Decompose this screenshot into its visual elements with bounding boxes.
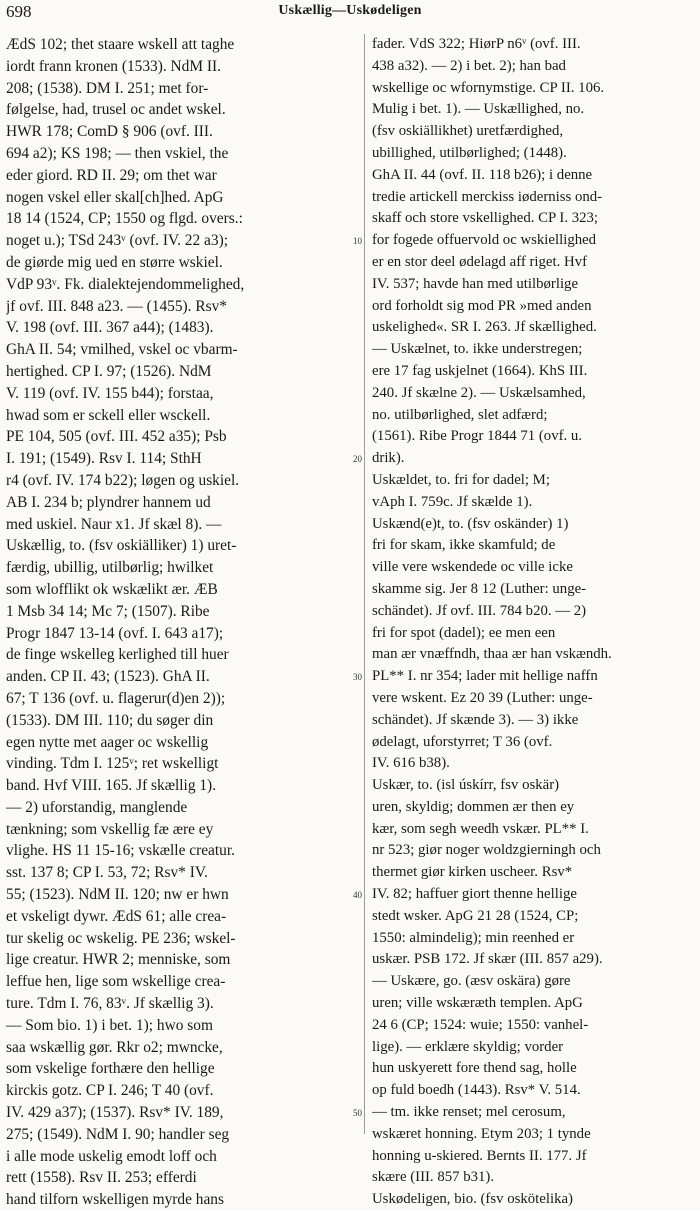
text-line: 55; (1523). NdM II. 120; nw er hwn <box>6 886 229 904</box>
text-line: schändet). Jf skænde 3). — 3) ikke <box>372 711 579 728</box>
text-line: noget u.); TSd 243ᵛ (ovf. IV. 22 a3); <box>6 232 228 250</box>
text-line: de giørde mig ued en større wskiel. <box>6 253 223 271</box>
text-line: hun uskyerett fore thend sag, holle <box>372 1060 577 1077</box>
running-head: Uskællig—Uskødeligen <box>278 3 422 18</box>
text-line: GhA II. 44 (ovf. II. 118 b26); i denne <box>372 166 593 183</box>
text-line: færdig, ubillig, utilbørlig; hwilket <box>6 559 214 577</box>
text-line: PL** I. nr 354; lader mit hellige naffn <box>372 668 598 685</box>
text-line: HWR 178; ComD § 906 (ovf. III. <box>6 123 213 141</box>
text-line: vinding. Tdm I. 125ᵛ; ret wskelligt <box>6 755 219 773</box>
text-line: kær, som segh weedh vskær. PL** I. <box>372 820 589 837</box>
text-line: (1533). DM III. 110; du søger din <box>6 711 214 729</box>
text-line: wskellige oc wfornymstige. CP II. 106. <box>372 79 605 96</box>
text-line: 240. Jf skælne 2). — Uskælsamhed, <box>372 384 586 401</box>
text-line: eder giord. RD II. 29; om thet war <box>6 166 217 184</box>
text-line: ubillighed, utilbørlighed; (1448). <box>372 144 567 161</box>
text-line: 275; (1549). NdM I. 90; handler seg <box>6 1125 230 1143</box>
text-line: nogen vskel eller skal[ch]hed. ApG <box>6 188 224 206</box>
text-line: skære (III. 857 b31). <box>372 1169 495 1186</box>
text-line: PE 104, 505 (ovf. III. 452 a35); Psb <box>6 428 227 446</box>
text-line: sst. 137 8; CP I. 53, 72; Rsv* IV. <box>6 864 208 882</box>
text-line: band. Hvf VIII. 165. Jf skællig 1). <box>6 777 217 795</box>
text-line: — 2) uforstandig, manglende <box>6 798 188 816</box>
text-line: AB I. 234 b; plyndrer hannem ud <box>6 493 211 511</box>
text-line: ord forholdt sig mod PR »med anden <box>372 297 592 314</box>
margin-line-number: 20 <box>353 454 362 465</box>
text-line: IV. 616 b38). <box>372 755 450 772</box>
margin-line-number: 40 <box>353 890 362 901</box>
text-line: vAph I. 759c. Jf skælde 1). <box>372 493 533 510</box>
text-line: no. utilbørlighed, slet adfærd; <box>372 406 548 423</box>
text-line: schändet). Jf ovf. III. 784 b20. — 2) <box>372 602 587 619</box>
text-line: 1 Msb 34 14; Mc 7; (1507). Ribe <box>6 602 210 620</box>
text-line: lige creatur. HWR 2; menniske, som <box>6 951 231 969</box>
text-line: hertighed. CP I. 97; (1526). NdM <box>6 362 212 380</box>
text-line: lige). — erklære skyldig; vorder <box>372 1038 564 1055</box>
text-line: tur skelig oc wskelig. PE 236; wskel- <box>6 929 236 947</box>
text-line: fri for spot (dadel); ee men een <box>372 624 556 641</box>
page-number: 698 <box>6 2 32 21</box>
text-line: iordt frann kronen (1533). NdM II. <box>6 57 221 75</box>
text-line: hwad som er sckell eller wsckell. <box>6 406 211 424</box>
text-line: 208; (1538). DM I. 251; met for- <box>6 79 209 97</box>
text-line: som wlofflikt ok wskælikt ær. ÆB <box>6 580 218 598</box>
text-line: vere wskent. Ez 20 39 (Luther: unge- <box>372 689 593 706</box>
text-line: IV. 429 a37); (1537). Rsv* IV. 189, <box>6 1104 224 1122</box>
text-line: kirckis gotz. CP I. 246; T 40 (ovf. <box>6 1082 214 1100</box>
text-line: hand tilforn wskelligen myrde hans <box>6 1191 224 1209</box>
text-line: skaff och store vskellighed. CP I. 323; <box>372 210 599 227</box>
text-line: Uskødeligen, bio. (fsv oskötelika) <box>372 1191 573 1208</box>
text-line: 694 a2); KS 198; — then vskiel, the <box>6 144 229 162</box>
text-line: GhA II. 54; vmilhed, vskel oc vbarm- <box>6 341 238 359</box>
text-line: et vskeligt dywr. ÆdS 61; alle crea- <box>6 907 227 925</box>
text-line: uren; ville wskæræth templen. ApG <box>372 995 583 1012</box>
text-line: (fsv oskiällikhet) uretfærdighed, <box>372 123 564 140</box>
text-line: ere 17 fag uskjelnet (1664). KhS III. <box>372 362 588 379</box>
text-line: uskær. PSB 172. Jf skær (III. 857 a29). <box>372 951 603 968</box>
left-column <box>6 34 356 1211</box>
text-line: rett (1558). Rsv II. 253; efferdi <box>6 1169 197 1187</box>
text-line: ville vere wskendede oc ville icke <box>372 559 573 576</box>
text-line: Uskænd(e)t, to. (fsv oskänder) 1) <box>372 515 569 532</box>
text-line: — Uskælnet, to. ikke understregen; <box>372 341 583 358</box>
text-line: fri for skam, ikke skamfuld; de <box>372 537 556 554</box>
text-line: som vskelige forthære den hellige <box>6 1060 215 1078</box>
text-line: ÆdS 102; thet staare wskell att taghe <box>6 36 235 53</box>
text-line: man ær vnæffndh, thaa ær han vskændh. <box>372 646 612 663</box>
text-line: ødelagt, uforstyrret; T 36 (ovf. <box>372 733 553 750</box>
text-line: saa wskællig gør. Rkr o2; mwncke, <box>6 1038 223 1056</box>
text-line: drik). <box>372 450 405 467</box>
text-line: thermet giør kirken uscheer. Rsv* <box>372 864 573 881</box>
text-line: med uskiel. Naur x1. Jf skæl 8). — <box>6 515 222 533</box>
text-line: 24 6 (CP; 1524: wuie; 1550: vanhel- <box>372 1016 589 1033</box>
text-line: — Som bio. 1) i bet. 1); hwo som <box>6 1016 213 1034</box>
text-line: op fuld boedh (1443). Rsv* V. 514. <box>372 1082 581 1099</box>
margin-line-number: 30 <box>353 672 362 683</box>
text-line: Uskældet, to. fri for dadel; M; <box>372 471 550 488</box>
text-line: fader. VdS 322; HiørP n6ᵛ (ovf. III. <box>372 36 581 52</box>
text-line: — Uskære, go. (æsv oskära) gøre <box>372 973 571 990</box>
text-line: uren, skyldig; dommen ær then ey <box>372 798 575 815</box>
text-line: vlighe. HS 11 15-16; vskælle creatur. <box>6 842 235 860</box>
margin-line-number: 50 <box>353 1108 362 1119</box>
right-column <box>372 34 694 1211</box>
text-line: uskelighed«. SR I. 263. Jf skællighed. <box>372 319 597 336</box>
text-line: I. 191; (1549). Rsv I. 114; SthH <box>6 450 202 468</box>
text-line: stedt wsker. ApG 21 28 (1524, CP; <box>372 907 579 924</box>
text-line: egen nytte met aager oc wskellig <box>6 733 209 751</box>
text-line: Mulig i bet. 1). — Uskællighed, no. <box>372 101 585 118</box>
text-line: er en stor deel ødelagd aff riget. Hvf <box>372 253 588 270</box>
text-line: 1550: almindelig); min reenhed er <box>372 929 575 946</box>
text-line: honning u-skiered. Bernts II. 177. Jf <box>372 1147 587 1164</box>
text-line: VdP 93ᵛ. Fk. dialektejendommelighed, <box>6 275 245 293</box>
text-line: r4 (ovf. IV. 174 b22); løgen og uskiel. <box>6 471 240 489</box>
text-line: — tm. ikke renset; mel cerosum, <box>372 1104 566 1121</box>
text-line: IV. 537; havde han med utilbørlige <box>372 275 579 292</box>
text-line: leffue hen, lige som wskellige crea- <box>6 973 226 991</box>
margin-line-number: 10 <box>353 236 362 247</box>
text-line: tredie artickell merckiss iøderniss ond- <box>372 188 603 205</box>
text-line: tænkning; som vskellig fæ ære ey <box>6 820 214 838</box>
text-line: IV. 82; haffuer giort thenne hellige <box>372 886 577 903</box>
text-line: for fogede offuervold oc wskiellighed <box>372 232 597 249</box>
text-line: Progr 1847 13-14 (ovf. I. 643 a17); <box>6 624 224 642</box>
text-line: Uskællig, to. (fsv oskiälliker) 1) uret- <box>6 537 237 555</box>
text-line: (1561). Ribe Progr 1844 71 (ovf. u. <box>372 428 583 445</box>
text-line: nr 523; giør noger woldzgierningh och <box>372 842 601 859</box>
text-line: 67; T 136 (ovf. u. flagerur(d)en 2)); <box>6 689 226 707</box>
text-line: de finge wskelleg kerlighed till huer <box>6 646 229 664</box>
page-header <box>0 0 700 24</box>
text-line: 18 14 (1524, CP; 1550 og flgd. overs.: <box>6 210 243 228</box>
text-line: ture. Tdm I. 76, 83ᵛ. Jf skællig 3). <box>6 995 214 1013</box>
text-line: wskæret honning. Etym 203; 1 tynde <box>372 1125 591 1142</box>
text-line: i alle mode uskelig emodt loff och <box>6 1147 217 1165</box>
text-line: følgelse, had, trusel oc andet wskel. <box>6 101 226 119</box>
text-line: skamme sig. Jer 8 12 (Luther: unge- <box>372 580 587 597</box>
column-divider <box>364 34 365 1134</box>
text-line: V. 198 (ovf. III. 367 a44); (1483). <box>6 319 214 337</box>
text-line: Uskær, to. (isl úskírr, fsv oskär) <box>372 777 560 794</box>
text-line: jf ovf. III. 848 a23. — (1455). Rsv* <box>6 297 227 315</box>
text-line: V. 119 (ovf. IV. 155 b44); forstaa, <box>6 384 214 402</box>
text-line: anden. CP II. 43; (1523). GhA II. <box>6 668 210 686</box>
text-line: 438 a32). — 2) i bet. 2); han bad <box>372 57 566 74</box>
